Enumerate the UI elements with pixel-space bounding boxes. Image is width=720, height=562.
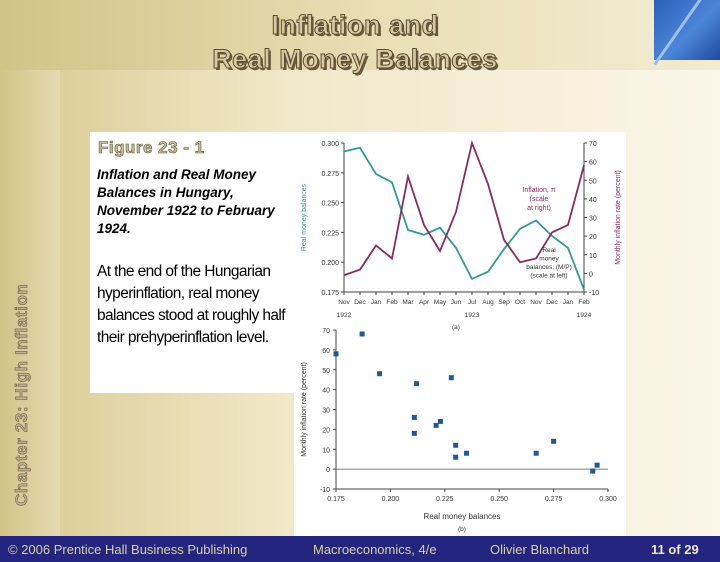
panel-a-x-tick-label: Feb [578, 299, 590, 306]
panel-b-x-axis-title: Real money balances [423, 512, 501, 521]
scatter-point [453, 455, 458, 460]
scatter-point [414, 381, 419, 386]
panel-a-x-tick-label: Jan [370, 299, 382, 306]
panel-a-year-label: 1922 [336, 312, 352, 319]
figure-description: At the end of the Hungarian hyperinflation, real money balances stood at roughly half their prehyperinflation level. [97, 263, 285, 346]
panel-a-x-tick-label: Apr [418, 299, 430, 306]
scatter-point [453, 443, 458, 448]
footer-bar [0, 536, 720, 562]
figure-charts [294, 132, 626, 536]
scatter-point [595, 463, 600, 468]
panel-a-x-tick-label: Jan [562, 299, 574, 306]
footer-page-number: 11 of 29 [651, 542, 699, 557]
panel-b-y-tick-label: 50 [322, 367, 330, 375]
scatter-point [534, 451, 539, 456]
panel-a-x-tick-label: Nov [338, 299, 350, 306]
money-series-label: money [539, 255, 559, 263]
inflation-series-label: at right) [527, 205, 551, 212]
panel-a-year-label: 1923 [464, 312, 480, 319]
panel-b-x-tick-label: 0.200 [381, 496, 400, 503]
panel-a-x-tick-label: Sep [498, 299, 510, 306]
scatter-point [412, 415, 417, 420]
panel-a-left-tick-label: 0.200 [321, 260, 339, 268]
panel-a-right-axis-title: Monthly inflation rate (percent) [615, 170, 622, 265]
panel-a-label: (a) [452, 324, 460, 331]
scatter-point [377, 371, 382, 376]
panel-a-x-tick-label: May [433, 299, 447, 306]
panel-b-x-tick-label: 0.225 [436, 496, 454, 503]
panel-b-y-tick-label: 30 [322, 407, 330, 415]
panel-a-x-tick-label: Mar [402, 299, 414, 306]
panel-b-y-tick-label: 60 [322, 347, 330, 355]
panel-a-right-tick-label: -10 [589, 290, 600, 297]
corner-graphic [654, 0, 720, 60]
panel-b-y-tick-label: 10 [322, 447, 330, 455]
figure-number: Figure 23 - 1 [98, 138, 205, 157]
money-series-label: Real [542, 247, 556, 254]
panel-a-x-tick-label: Aug [482, 299, 494, 306]
scatter-point [449, 375, 454, 380]
panel-b-x-tick-label: 0.175 [327, 496, 345, 503]
panel-a-x-tick-label: Nov [530, 299, 542, 306]
scatter-point [360, 331, 365, 336]
panel-b-y-tick-label: 20 [322, 427, 330, 435]
panel-a-left-tick-label: 0.175 [321, 290, 339, 297]
panel-a-x-tick-label: Jun [450, 299, 462, 306]
footer-book: Macroeconomics, 4/e [313, 542, 437, 557]
money-series-label: (scale at left) [530, 272, 568, 280]
panel-a-right-tick-label: 60 [589, 159, 597, 167]
panel-a-x-tick-label: Dec [546, 299, 558, 306]
slide-title [120, 8, 590, 76]
inflation-series-label: (scale [529, 196, 549, 203]
panel-a-x-tick-label: Feb [386, 299, 398, 306]
figure-subtitle: Inflation and Real Money Balances in Hungary, November 1922 to February 1924. [97, 167, 275, 236]
panel-b-x-tick-label: 0.250 [490, 496, 508, 503]
panel-a-right-tick-label: 30 [589, 215, 597, 223]
scatter-point [334, 351, 339, 356]
footer-copyright: © 2006 Prentice Hall Business Publishing [8, 542, 248, 557]
panel-b-x-tick-label: 0.275 [544, 496, 563, 503]
panel-a-right-tick-label: 40 [589, 196, 597, 204]
money-series-label: balances, (M/P) [526, 264, 572, 271]
panel-a-right-tick-label: 20 [589, 234, 597, 242]
figure-caption-box [90, 132, 295, 393]
scatter-point [412, 431, 417, 436]
scatter-point [438, 419, 443, 424]
panel-b-x-tick-label: 0.300 [599, 496, 617, 503]
panel-a-right-tick-label: 70 [589, 141, 597, 148]
panel-b-y-axis-title: Monthly inflation rate (percent) [301, 362, 308, 457]
slide-title-line1: Inflation and [271, 10, 439, 40]
panel-a-left-axis-title: Real money balances [301, 183, 308, 252]
scatter-point [551, 439, 556, 444]
panel-a-x-tick-label: Oct [514, 299, 526, 306]
panel-a-right-tick-label: 50 [589, 178, 597, 186]
panel-a-left-tick-label: 0.225 [321, 230, 339, 238]
panel-b-y-tick-label: 40 [322, 387, 330, 395]
panel-a-x-tick-label: Jul [467, 299, 477, 306]
footer-author: Olivier Blanchard [490, 542, 589, 557]
slide-title-line2: Real Money Balances [212, 44, 498, 74]
scatter-point [590, 469, 595, 474]
inflation-series-label: Inflation, π [522, 187, 556, 194]
scatter-point [464, 451, 469, 456]
panel-a-year-label: 1924 [576, 312, 592, 319]
panel-b-label: (b) [458, 526, 466, 533]
panel-a-left-tick-label: 0.300 [321, 141, 339, 148]
panel-b-y-tick-label: 70 [322, 328, 330, 335]
panel-b-y-tick-label: 0 [326, 467, 330, 475]
charts-svg [294, 132, 626, 536]
panel-a-left-tick-label: 0.275 [321, 170, 339, 178]
scatter-point [434, 423, 439, 428]
panel-a-left-tick-label: 0.250 [321, 200, 339, 208]
panel-a-right-tick-label: 10 [589, 252, 597, 260]
panel-b-y-tick-label: -10 [319, 487, 330, 494]
panel-a-x-tick-label: Dec [354, 299, 366, 306]
panel-a-right-tick-label: 0 [589, 271, 593, 279]
chapter-label: Chapter 23: High Inflation [12, 283, 31, 506]
